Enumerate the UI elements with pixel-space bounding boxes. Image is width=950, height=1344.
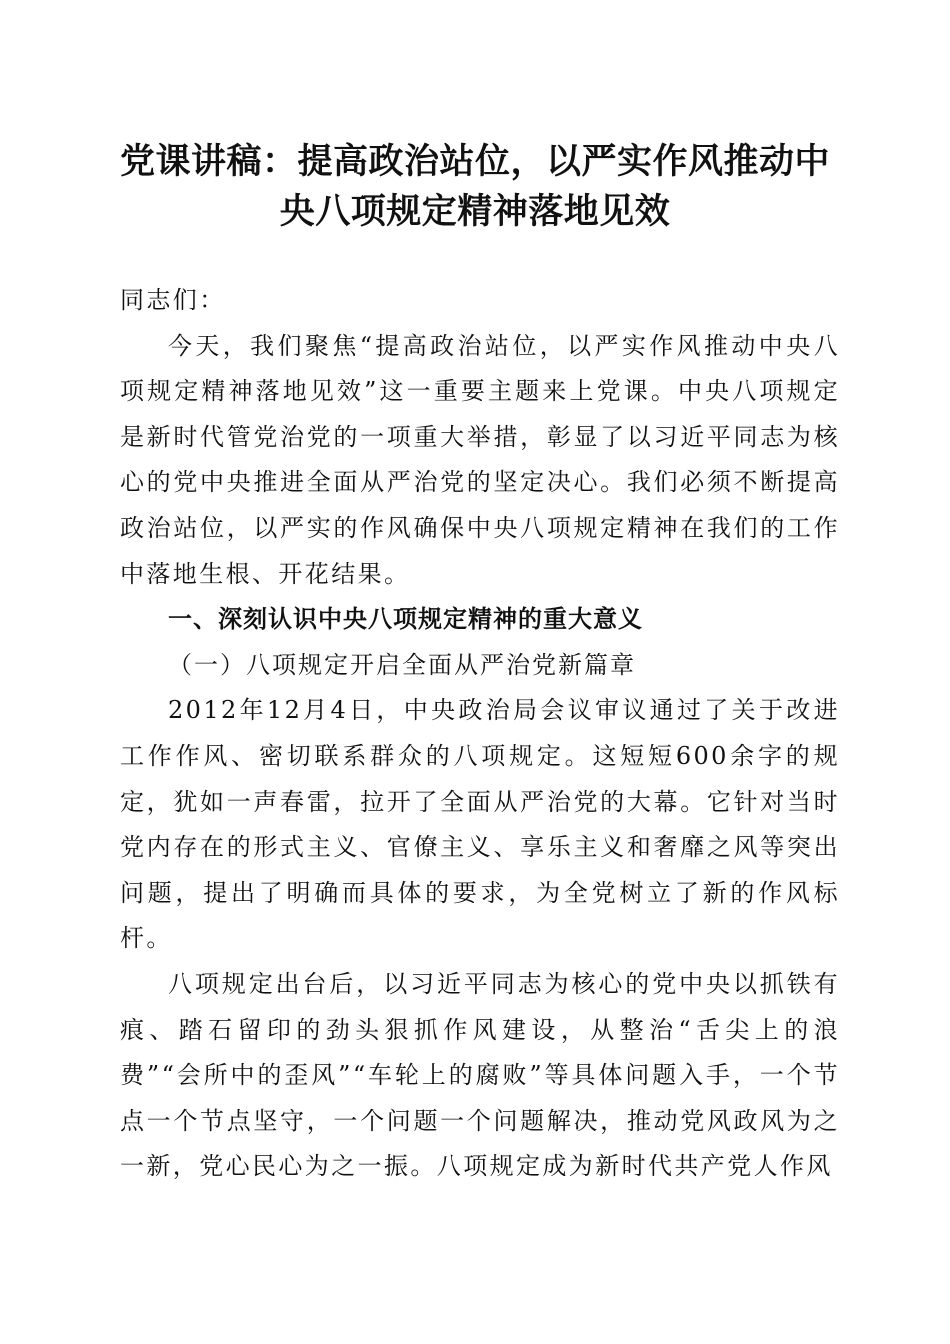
paragraph-eight-rules-origin: 2012年12月4日，中央政治局会议审议通过了关于改进工作作风、密切联系群众的八项规定。这短短600余字的规定，犹如一声春雷，拉开了全面从严治党的大幕。它针对当时党内存在的形式主义、官僚主义、享乐主义和奢靡之风等突出问题，提出了明确而具体的要求，为全党树立了新的作风标杆。 <box>120 696 840 953</box>
paragraph-intro: 今天，我们聚焦“提高政治站位，以严实作风推动中央八项规定精神落地见效”这一重要主题来上党课。中央八项规定是新时代管党治党的一项重大举措，彰显了以习近平同志为核心的党中央推进全面从严治党的坚定决心。我们必须不断提高政治站位，以严实的作风确保中央八项规定精神在我们的工作中落地生根、开花结果。 <box>120 331 840 588</box>
paragraph-eight-rules-effect: 八项规定出台后，以习近平同志为核心的党中央以抓铁有痕、踏石留印的劲头狠抓作风建设，从整治“舌尖上的浪费”“会所中的歪风”“车轮上的腐败”等具体问题入手，一个节点一个节点坚守，一个问题一个问题解决，推动党风政风为之一新，党心民心为之一振。八项规定成为新时代共产党人作风 <box>120 969 840 1181</box>
subsection-heading-1: （一）八项规定开启全面从严治党新篇章 <box>168 650 636 679</box>
salutation: 同志们： <box>120 286 226 314</box>
document-title-line-2: 央八项规定精神落地见效 <box>279 191 671 232</box>
document-title-line-1: 党课讲稿：提高政治站位，以严实作风推动中 <box>119 141 830 182</box>
document-body <box>120 278 840 1190</box>
section-heading-1: 一、深刻认识中央八项规定精神的重大意义 <box>168 605 643 634</box>
